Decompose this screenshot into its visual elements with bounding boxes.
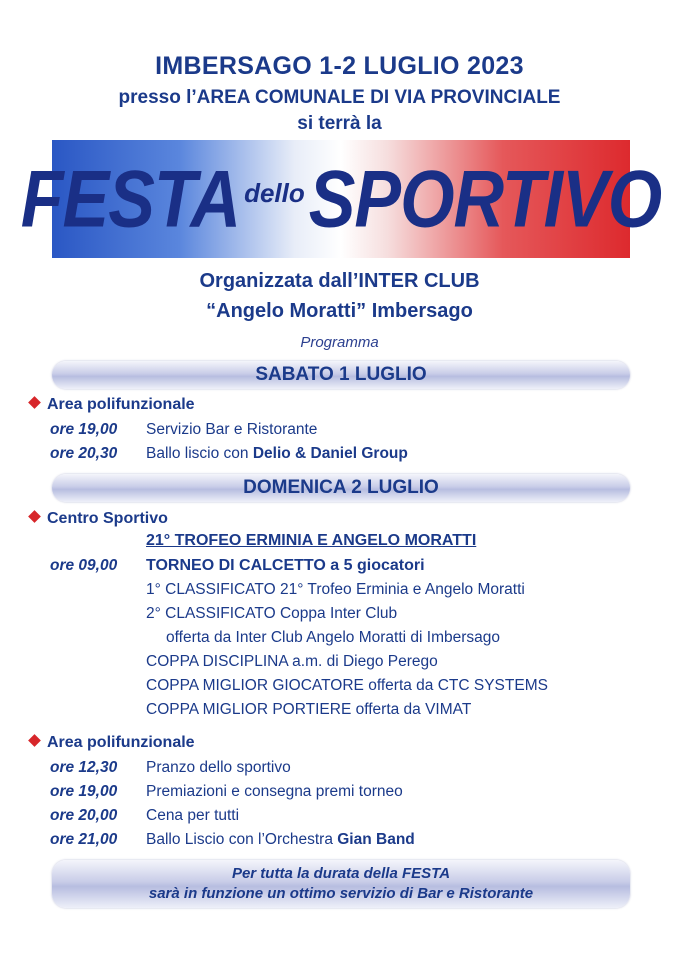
prize-row	[0, 699, 679, 721]
prize-item: COPPA MIGLIOR PORTIERE offerta da VIMAT	[146, 701, 472, 718]
organizer-line-1: Organizzata dall’INTER CLUB	[199, 270, 480, 292]
schedule-row	[0, 419, 679, 441]
banner-word-sportivo: SPORTIVO	[308, 154, 662, 244]
event-time: ore 19,00	[50, 783, 118, 800]
event-time: ore 19,00	[50, 421, 118, 438]
event-time: ore 12,30	[50, 759, 118, 776]
prize-item: COPPA MIGLIOR GIOCATORE offerta da CTC SYSTEMS	[146, 677, 548, 694]
trofeo-title: 21° TROFEO ERMINIA E ANGELO MORATTI	[146, 532, 477, 549]
schedule-row	[0, 555, 679, 577]
section-label: Area polifunzionale	[47, 734, 195, 751]
sunday-heading: DOMENICA 2 LUGLIO	[52, 474, 630, 502]
section-label: Area polifunzionale	[47, 396, 195, 413]
saturday-section	[30, 396, 195, 414]
programma-label: Programma	[300, 334, 379, 351]
torneo-title: TORNEO DI CALCETTO a 5 giocatori	[146, 557, 425, 574]
event-desc: Pranzo dello sportivo	[146, 759, 291, 776]
organizer-line-2: “Angelo Moratti” Imbersago	[206, 300, 473, 322]
prize-row	[0, 675, 679, 697]
event-desc: Premiazioni e consegna premi torneo	[146, 783, 403, 800]
sunday-section-1	[30, 510, 168, 528]
event-time: ore 20,30	[50, 445, 118, 462]
event-performer: Gian Band	[337, 831, 415, 848]
schedule-row	[0, 805, 679, 827]
event-time: ore 20,00	[50, 807, 118, 824]
footer-line-2: sarà in funzione un ottimo servizio di Bar e Ristorante	[148, 885, 534, 902]
saturday-heading: SABATO 1 LUGLIO	[52, 361, 630, 389]
event-desc: Cena per tutti	[146, 807, 240, 824]
event-desc-wrap	[146, 829, 415, 851]
schedule-row	[0, 757, 679, 779]
prize-row	[0, 651, 679, 673]
event-desc: Ballo liscio con	[146, 445, 253, 462]
banner-word-festa: FESTA	[20, 154, 241, 244]
festa-banner	[20, 140, 662, 258]
footer-line-1: Per tutta la durata della FESTA	[231, 865, 451, 882]
event-performer: Delio & Daniel Group	[252, 445, 408, 462]
footer-note	[52, 860, 630, 908]
prize-item: 2° CLASSIFICATO Coppa Inter Club	[146, 605, 398, 622]
prize-item: 1° CLASSIFICATO 21° Trofeo Erminia e Angelo Moratti	[146, 581, 525, 598]
schedule-row	[0, 829, 679, 851]
prize-item: offerta da Inter Club Angelo Moratti di Imbersago	[166, 629, 501, 646]
prize-row	[0, 627, 679, 649]
event-time: ore 09,00	[50, 557, 118, 574]
prize-row	[0, 603, 679, 625]
event-title: IMBERSAGO 1-2 LUGLIO 2023	[155, 52, 524, 80]
schedule-row	[0, 781, 679, 803]
diamond-bullet-icon	[28, 734, 41, 747]
schedule-row	[0, 443, 679, 465]
prize-item: COPPA DISCIPLINA a.m. di Diego Perego	[146, 653, 438, 670]
sunday-section-2	[30, 734, 195, 752]
event-desc: Servizio Bar e Ristorante	[146, 421, 318, 438]
diamond-bullet-icon	[28, 396, 41, 409]
banner-word-dello: dello	[244, 177, 305, 208]
event-location: presso l’AREA COMUNALE DI VIA PROVINCIALE	[118, 87, 561, 108]
diamond-bullet-icon	[28, 510, 41, 523]
event-desc: Ballo Liscio con l’Orchestra	[146, 831, 338, 848]
event-intro: si terrà la	[297, 113, 382, 134]
event-desc-wrap	[146, 443, 408, 465]
prize-row	[0, 579, 679, 601]
section-label: Centro Sportivo	[47, 510, 168, 527]
event-time: ore 21,00	[50, 831, 118, 848]
